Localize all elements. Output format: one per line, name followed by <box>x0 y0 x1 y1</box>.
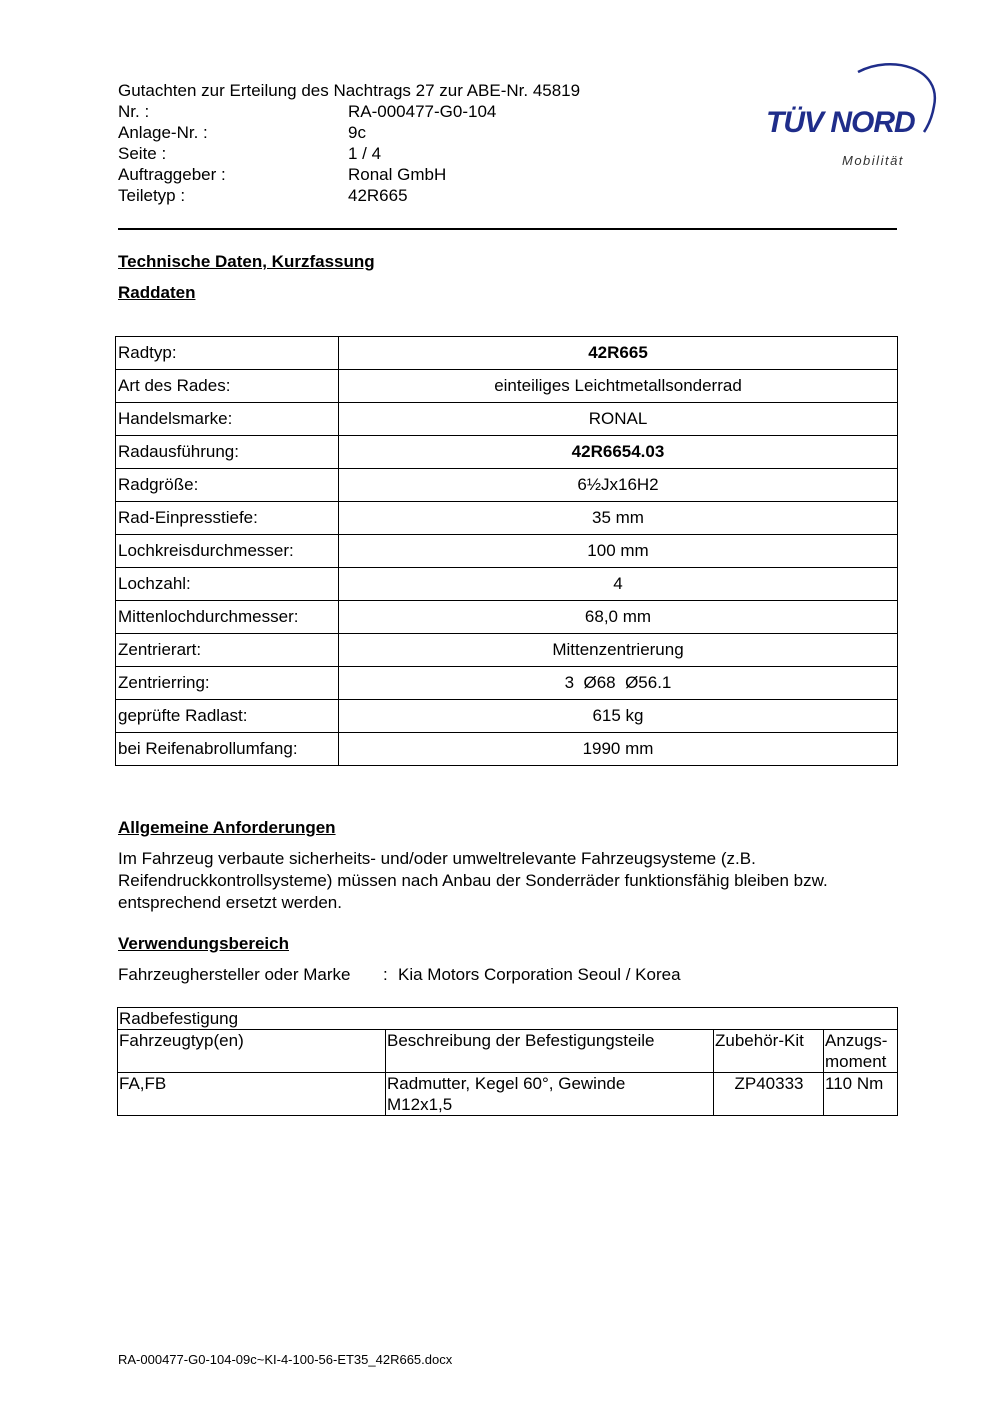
row-value: 615 kg <box>339 700 898 733</box>
row-label: geprüfte Radlast: <box>116 700 339 733</box>
header-row-anlage <box>118 122 366 143</box>
row-value: 6½Jx16H2 <box>339 469 898 502</box>
row-value: 42R665 <box>339 337 898 370</box>
table-row <box>118 1073 898 1116</box>
row-label: Handelsmarke: <box>116 403 339 436</box>
cell-type: FA,FB <box>118 1073 386 1116</box>
table-row <box>116 535 898 568</box>
table-row <box>116 733 898 766</box>
section-heading-general: Allgemeine Anforderungen <box>118 818 336 837</box>
header-cell-kit: Zubehör-Kit <box>714 1030 824 1073</box>
header-label: Seite : <box>118 144 167 163</box>
row-label: Radgröße: <box>116 469 339 502</box>
usage-manufacturer-label: Fahrzeughersteller oder Marke <box>118 965 351 984</box>
row-label: Lochzahl: <box>116 568 339 601</box>
wheel-fixing-table <box>117 1007 898 1116</box>
row-value: 35 mm <box>339 502 898 535</box>
row-label: bei Reifenabrollumfang: <box>116 733 339 766</box>
row-value: Mittenzentrierung <box>339 634 898 667</box>
table-row <box>116 667 898 700</box>
logo-brand-text: TÜV NORD <box>766 106 915 139</box>
header-divider <box>118 228 897 230</box>
row-value: 100 mm <box>339 535 898 568</box>
row-value: 1990 mm <box>339 733 898 766</box>
table-row <box>116 601 898 634</box>
description-line: M12x1,5 <box>387 1095 453 1114</box>
row-label: Radtyp: <box>116 337 339 370</box>
header-label: Teiletyp : <box>118 186 186 205</box>
header-label: Anlage-Nr. : <box>118 123 208 142</box>
torque-header-line: moment <box>825 1052 887 1071</box>
row-value: 42R6654.03 <box>339 436 898 469</box>
section-heading-usage: Verwendungsbereich <box>118 934 289 953</box>
header-row-seite <box>118 143 382 164</box>
footer-filename: RA-000477-G0-104-09c~KI-4-100-56-ET35_42R665.docx <box>118 1352 453 1367</box>
row-value: einteiliges Leichtmetallsonderrad <box>339 370 898 403</box>
row-label: Zentrierart: <box>116 634 339 667</box>
row-value: 68,0 mm <box>339 601 898 634</box>
header-value: Ronal GmbH <box>348 165 447 184</box>
row-value: 4 <box>339 568 898 601</box>
wheel-data-table <box>115 336 898 766</box>
logo-subtitle: Mobilität <box>842 153 904 168</box>
table-title-row <box>118 1008 898 1030</box>
row-label: Mittenlochdurchmesser: <box>116 601 339 634</box>
paragraph-line: Reifendruckkontrollsysteme) müssen nach Anbau der Sonderräder funktionsfähig bleiben bzw. <box>118 871 828 890</box>
header-value: 42R665 <box>348 186 408 205</box>
usage-manufacturer-value: Kia Motors Corporation Seoul / Korea <box>398 965 681 984</box>
header-value: RA-000477-G0-104 <box>348 102 497 121</box>
header-cell-description: Beschreibung der Befestigungsteile <box>386 1030 714 1073</box>
description-line: Radmutter, Kegel 60°, Gewinde <box>387 1074 626 1093</box>
tuev-nord-logo <box>762 56 942 176</box>
row-label: Lochkreisdurchmesser: <box>116 535 339 568</box>
header-label: Nr. : <box>118 102 150 121</box>
header-value: 1 / 4 <box>348 144 382 163</box>
header-cell-torque <box>824 1030 898 1073</box>
paragraph-line: entsprechend ersetzt werden. <box>118 893 342 912</box>
row-label: Zentrierring: <box>116 667 339 700</box>
header-label: Auftraggeber : <box>118 165 226 184</box>
table-row <box>116 469 898 502</box>
cell-description <box>386 1073 714 1116</box>
header-value: 9c <box>348 123 366 142</box>
table-row <box>116 634 898 667</box>
table-row <box>116 700 898 733</box>
fixing-table-title: Radbefestigung <box>118 1008 898 1030</box>
usage-separator: : <box>383 965 388 984</box>
table-row <box>116 502 898 535</box>
table-header-row <box>118 1030 898 1073</box>
table-row <box>116 568 898 601</box>
row-value: RONAL <box>339 403 898 436</box>
general-requirements-text <box>118 848 908 914</box>
row-label: Art des Rades: <box>116 370 339 403</box>
cell-torque: 110 Nm <box>824 1073 898 1116</box>
header-row-teiletyp <box>118 185 408 206</box>
row-value: 3 Ø68 Ø56.1 <box>339 667 898 700</box>
row-label: Radausführung: <box>116 436 339 469</box>
torque-header-line: Anzugs- <box>825 1031 888 1050</box>
paragraph-line: Im Fahrzeug verbaute sicherheits- und/oder umweltrelevante Fahrzeugsysteme (z.B. <box>118 849 756 868</box>
header-row-nr <box>118 101 497 122</box>
document-title: Gutachten zur Erteilung des Nachtrags 27 zur ABE-Nr. 45819 <box>118 81 581 100</box>
header-cell-type: Fahrzeugtyp(en) <box>118 1030 386 1073</box>
row-label: Rad-Einpresstiefe: <box>116 502 339 535</box>
table-row <box>116 403 898 436</box>
table-row <box>116 337 898 370</box>
section-heading-technical: Technische Daten, Kurzfassung <box>118 252 375 271</box>
cell-kit: ZP40333 <box>714 1073 824 1116</box>
header-row-auftraggeber <box>118 164 447 185</box>
section-heading-wheel: Raddaten <box>118 283 196 302</box>
table-row <box>116 436 898 469</box>
table-row <box>116 370 898 403</box>
